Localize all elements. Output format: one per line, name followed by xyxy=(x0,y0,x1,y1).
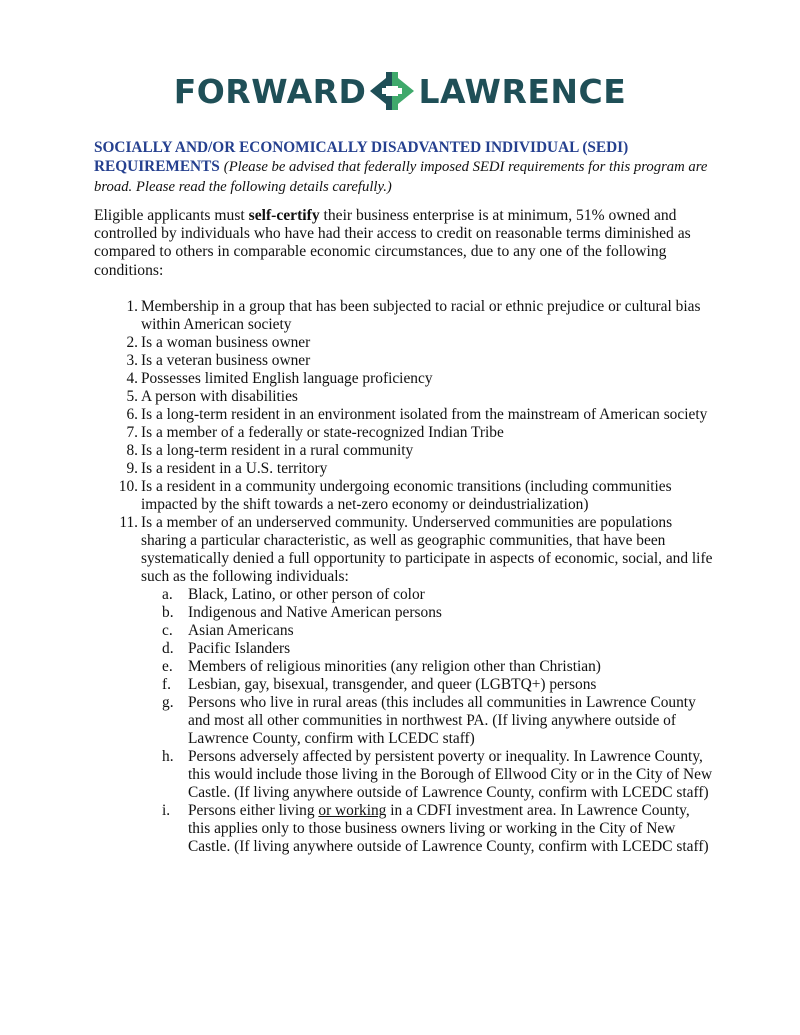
list-item xyxy=(94,370,714,388)
item-number: 10. xyxy=(118,478,138,495)
item-number: 7. xyxy=(126,424,138,441)
list-item xyxy=(94,298,714,334)
sublist-item xyxy=(141,748,714,802)
item-letter: g. xyxy=(162,694,174,711)
sublist-item xyxy=(141,586,714,604)
item-letter: c. xyxy=(162,622,173,639)
item-text: Lesbian, gay, bisexual, transgender, and queer (LGBTQ+) persons xyxy=(188,676,597,693)
item-text: Members of religious minorities (any religion other than Christian) xyxy=(188,658,601,675)
item-text-after: in a CDFI investment area. In Lawrence County, this applies only to those business owners living or working in the City of New Castle. (If living anywhere outside of Lawrence County, confirm with LCEDC staff) xyxy=(188,802,709,855)
list-item xyxy=(94,442,714,460)
double-arrow-logo-icon xyxy=(368,68,416,114)
item-text-underlined: or working xyxy=(318,802,387,819)
item-text-before: Persons either living xyxy=(188,802,319,819)
item-text: Pacific Islanders xyxy=(188,640,291,657)
item-text: Is a member of a federally or state-recognized Indian Tribe xyxy=(141,424,504,441)
list-item xyxy=(94,406,714,424)
item-number: 9. xyxy=(126,460,138,477)
item-text: A person with disabilities xyxy=(141,388,298,405)
item-text: Black, Latino, or other person of color xyxy=(188,586,425,603)
intro-bold-term: self-certify xyxy=(248,207,320,224)
heading-note: (Please be advised that federally imposed SEDI requirements for this program are broad. Please read the following details carefully.) xyxy=(94,159,708,195)
sublist-item xyxy=(141,640,714,658)
item-letter: i. xyxy=(162,802,171,819)
item-letter: d. xyxy=(162,640,174,657)
intro-paragraph xyxy=(94,207,714,280)
list-item xyxy=(94,460,714,478)
list-item xyxy=(94,352,714,370)
item-text: Indigenous and Native American persons xyxy=(188,604,442,621)
item-letter: b. xyxy=(162,604,174,621)
forward-lawrence-logo xyxy=(0,68,800,114)
item-number: 6. xyxy=(126,406,138,423)
sublist-item xyxy=(141,604,714,622)
item-text: Asian Americans xyxy=(188,622,294,639)
item-text: Is a long-term resident in a rural community xyxy=(141,442,414,459)
logo-word-lawrence: LAWRENCE xyxy=(418,71,627,111)
item-text: Membership in a group that has been subjected to racial or ethnic prejudice or cultural bias within American society xyxy=(141,298,701,333)
item-letter: h. xyxy=(162,748,174,765)
list-item xyxy=(94,424,714,442)
sublist-item xyxy=(141,694,714,748)
list-item xyxy=(94,388,714,406)
item-letter: e. xyxy=(162,658,173,675)
sublist-item xyxy=(141,658,714,676)
item-text: Persons adversely affected by persistent poverty or inequality. In Lawrence County, this would include those living in the Borough of Ellwood City or in the City of New Castle. (If living anywhere outside of Lawrence County, confirm with LCEDC staff) xyxy=(188,748,713,801)
heading-title-line2: REQUIREMENTS xyxy=(94,158,220,175)
item-number: 4. xyxy=(126,370,138,387)
sublist-item xyxy=(141,676,714,694)
item-number: 5. xyxy=(126,388,138,405)
logo-word-forward: FORWARD xyxy=(173,71,367,111)
item-letter: f. xyxy=(162,676,171,693)
sublist-item xyxy=(141,802,714,856)
item-number: 11. xyxy=(119,514,138,531)
intro-text-before: Eligible applicants must xyxy=(94,207,249,224)
item-letter: a. xyxy=(162,586,173,603)
item-text: Is a resident in a community undergoing economic transitions (including communities impacted by the shift towards a net-zero economy or deindustrialization) xyxy=(141,478,672,513)
item-text: Is a woman business owner xyxy=(141,334,311,351)
item-text: Is a veteran business owner xyxy=(141,352,311,369)
item-number: 8. xyxy=(126,442,138,459)
sublist-item xyxy=(141,622,714,640)
list-item xyxy=(94,514,714,856)
list-item xyxy=(94,478,714,514)
individuals-sublist xyxy=(141,586,714,856)
section-heading xyxy=(94,138,710,197)
list-item xyxy=(94,334,714,352)
intro-text-after: their business enterprise is at minimum, 51% owned and controlled by individuals who have had their access to credit on reasonable terms diminished as compared to others in comparable economic circumstances, due to any one of the following conditions: xyxy=(94,207,691,279)
item-text: Is a member of an underserved community. Underserved communities are populations sharing a particular characteristic, as well as geographic communities, that have been systematically denied a full opportunity to participate in aspects of economic, social, and life such as the following individuals: xyxy=(141,514,713,585)
item-number: 1. xyxy=(126,298,138,315)
item-text: Is a long-term resident in an environment isolated from the mainstream of American society xyxy=(141,406,708,423)
item-text: Possesses limited English language proficiency xyxy=(141,370,433,387)
item-number: 3. xyxy=(126,352,138,369)
conditions-list xyxy=(94,298,714,856)
item-text: Is a resident in a U.S. territory xyxy=(141,460,328,477)
item-text: Persons who live in rural areas (this includes all communities in Lawrence County and most all other communities in northwest PA. (If living anywhere outside of Lawrence County, confirm with LCEDC staff) xyxy=(188,694,696,747)
item-number: 2. xyxy=(126,334,138,351)
heading-title-line1: SOCIALLY AND/OR ECONOMICALLY DISADVANTED INDIVIDUAL (SEDI) xyxy=(94,139,629,156)
